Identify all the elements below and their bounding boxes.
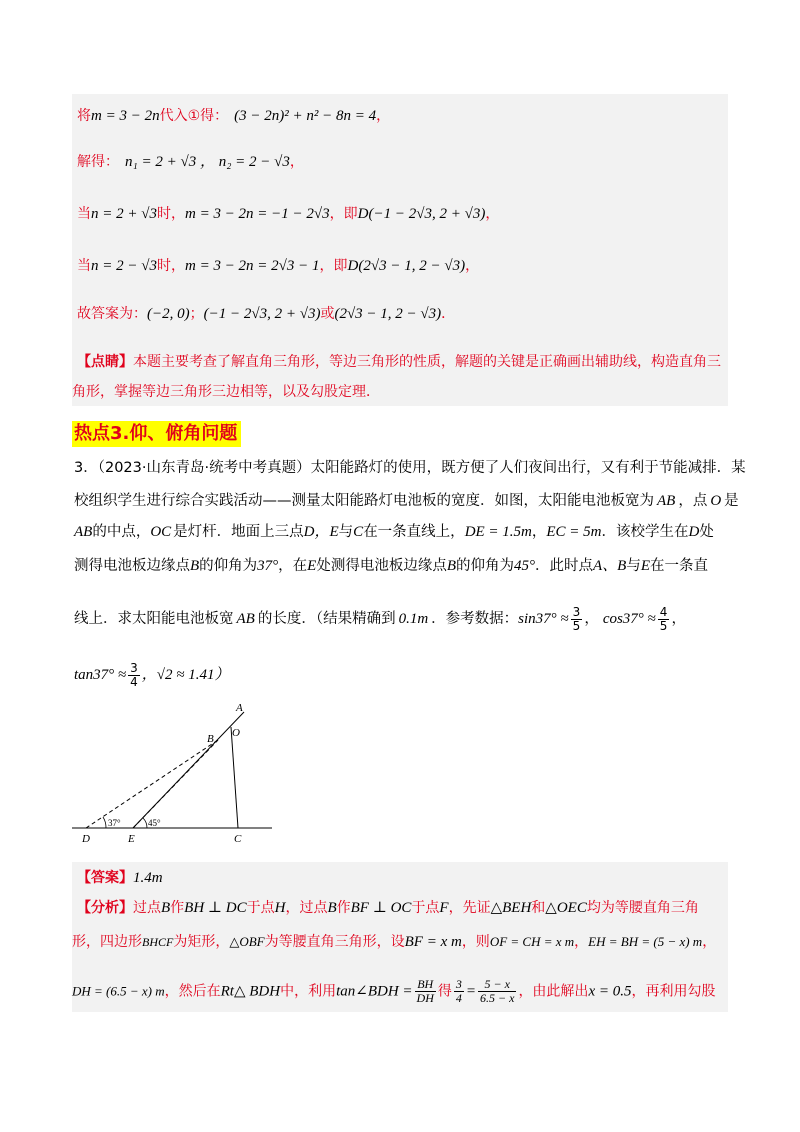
fraction-3-4: $\frac{3}{4}$	[455, 977, 462, 1005]
angle-arc-37	[103, 817, 106, 828]
fraction-cos: $\frac{4}{5}$	[659, 604, 668, 633]
problem-line-3: AB的中点，OC 是灯杆．地面上三点D，E与C在一条直线上，DE = 1.5m，EC = 5m．该校学生在D处	[74, 524, 714, 540]
section-heading: 热点3.仰、俯角问题	[72, 421, 241, 447]
fraction-5x: $\frac{5 - x}{6.5 - x}$	[480, 977, 515, 1005]
problem-line-4: 测得电池板边缘点B的仰角为37°，在E处测得电池板边缘点B的仰角为45°．此时点A、B与E在一条直	[74, 558, 709, 574]
problem-line-1: 3．（2023·山东青岛·统考中考真题）太阳能路灯的使用，既方便了人们夜间出行，又有利于节能减排．某	[74, 460, 746, 476]
label-angle-37: 37°	[108, 818, 121, 828]
angle-arc-45	[143, 818, 147, 828]
problem-line-6: tan37° ≈ $\frac{3}{4}$ ，√2 ≈ 1.41）	[74, 660, 230, 689]
solution-line-1: 将m = 3 − 2n代入①得： (3 − 2n)² + n² − 8n = 4，	[77, 108, 391, 124]
fraction-tan: $\frac{3}{4}$	[130, 660, 138, 689]
answer-line: 【答案】1.4m	[77, 870, 163, 886]
fraction-bh-dh: $\frac{BH}{DH}$	[416, 977, 434, 1005]
dashed-line-db	[86, 740, 218, 828]
label-b: B	[207, 733, 214, 745]
label-d: D	[82, 833, 90, 845]
solution-line-5: 故答案为：(−2, 0)；(−1 − 2√3, 2 + √3)或(2√3 − 1, 2 − √3)．	[77, 306, 456, 322]
problem-line-2: 校组织学生进行综合实践活动——测量太阳能路灯电池板的宽度．如图，太阳能电池板宽为 AB ，点 O 是	[74, 493, 739, 509]
comment-line-2: 角形，掌握等边三角形三边相等，以及勾股定理．	[72, 384, 380, 400]
fraction-sin: $\frac{3}{5}$	[572, 604, 581, 633]
label-c: C	[234, 833, 242, 845]
comment-line-1: 【点睛】本题主要考查了解直角三角形，等边三角形的性质，解题的关键是正确画出辅助线，构造直角三	[77, 354, 721, 370]
solution-line-3: 当n = 2 + √3时，m = 3 − 2n = −1 − 2√3，即D(−1 − 2√3, 2 + √3)，	[77, 206, 500, 222]
pole-line-oc	[231, 727, 238, 828]
label-angle-45: 45°	[148, 818, 161, 828]
label-e: E	[128, 833, 135, 845]
analysis-line-1: 【分析】过点B作BH ⊥ DC于点H，过点B作BF ⊥ OC于点F，先证△BEH和△OEC均为等腰直角三角	[77, 900, 699, 916]
geometry-figure	[70, 700, 280, 850]
label-o: O	[232, 727, 240, 739]
analysis-line-2: 形，四边形BHCF为矩形，△OBF为等腰直角三角形，设BF = x m，则OF = CH = x m，EH = BH = (5 − x) m，	[72, 934, 717, 950]
analysis-line-3: DH = (6.5 − x) m，然后在Rt△ BDH中，利用tan∠BDH = $\frac{BH}{DH}$ 得 $\frac{3}{4}$ = $\frac{5 - x}{6.5 - x}$ ，由此解出x = 0.5，再利用勾股	[72, 977, 716, 1005]
label-a: A	[236, 702, 243, 714]
solution-line-2: 解得： n₁ = 2 + √3 ， n₂ = 2 − √3，	[77, 154, 304, 170]
solution-line-4: 当n = 2 − √3时，m = 3 − 2n = 2√3 − 1，即D(2√3 − 1, 2 − √3)，	[77, 258, 480, 274]
problem-line-5: 线上．求太阳能电池板宽 AB 的长度．（结果精确到 0.1m ．参考数据：sin37° ≈ $\frac{3}{5}$ ， cos37° ≈ $\frac{4}{5}$ ，	[74, 604, 686, 633]
